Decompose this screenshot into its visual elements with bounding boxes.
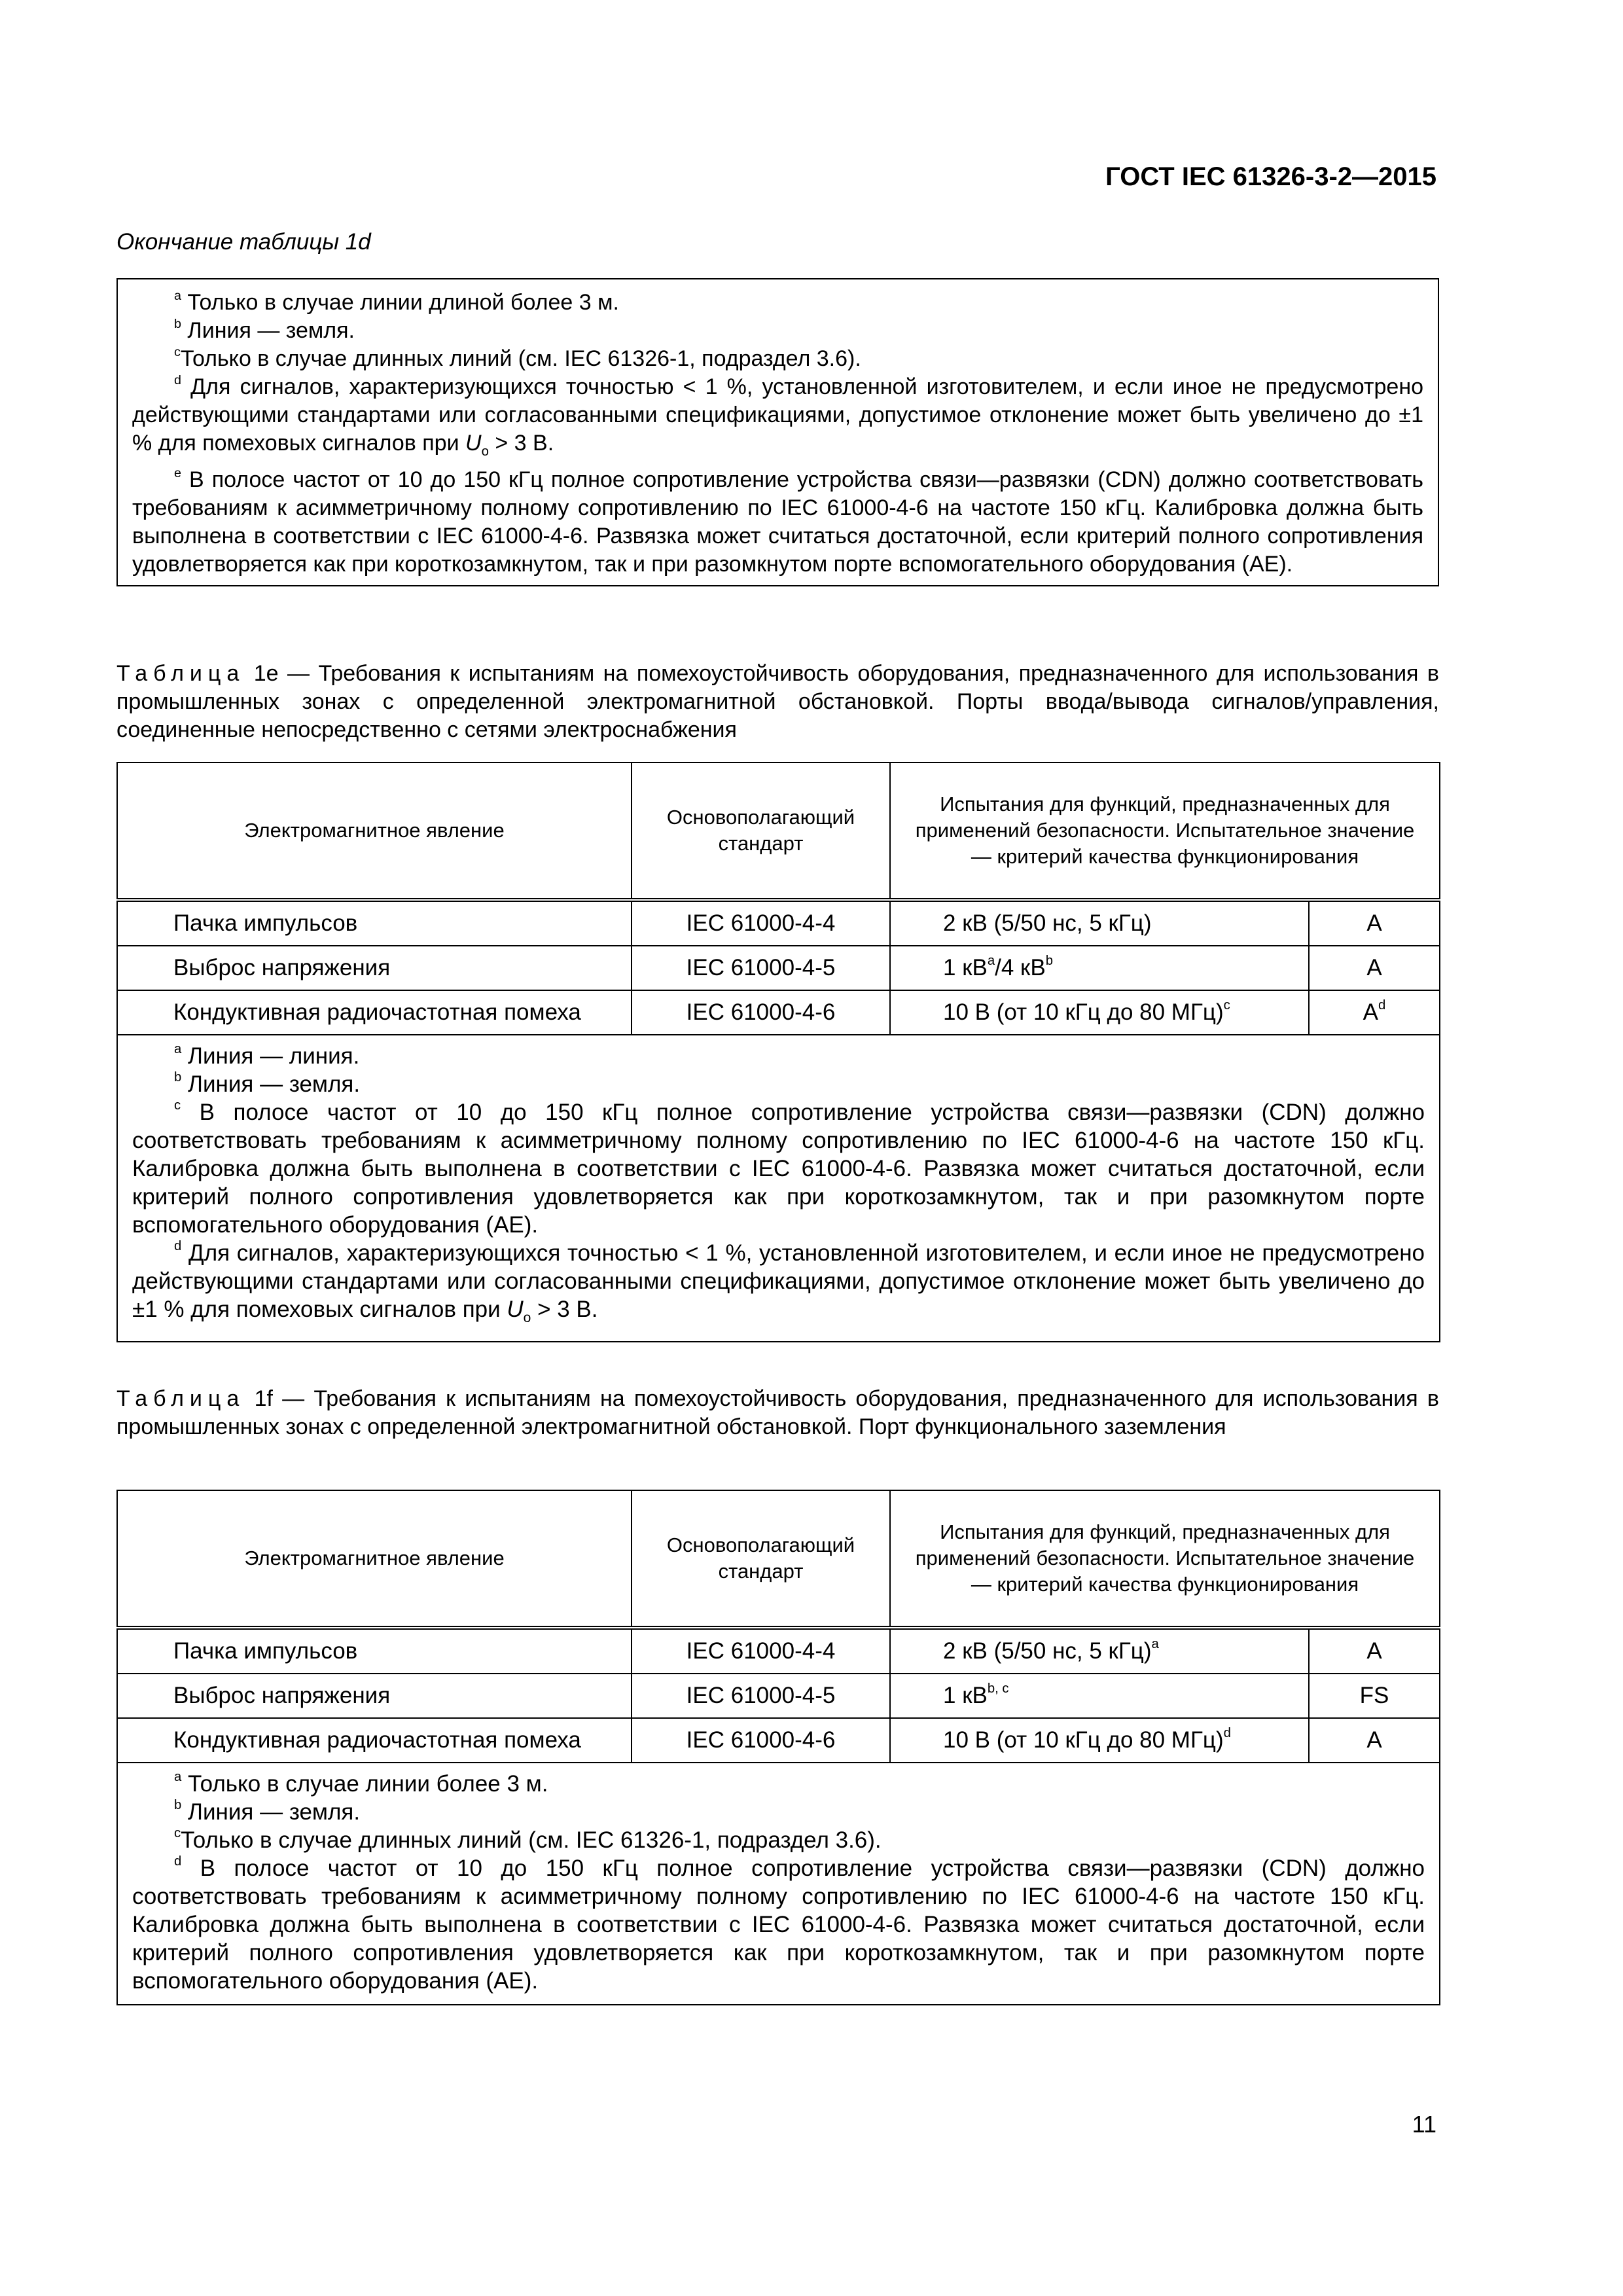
table-row bbox=[117, 946, 1440, 990]
table-header-row bbox=[117, 1490, 1440, 1628]
footnote: $^d$ Для сигналов, характеризующихся точностью < 1 %, установленной изготовителем, и если иное не предусмотрено действующими стандартами или согласованными спецификациями, допустимое отклонение может быть увеличено до ±1 % для помеховых сигналов при $U_o > 3$ В. bbox=[132, 372, 1424, 459]
header-phenomenon: Электромагнитное явление bbox=[117, 762, 632, 900]
header-phenomenon: Электромагнитное явление bbox=[117, 1490, 632, 1628]
footnote: $^b$ Линия — земля. bbox=[174, 1070, 361, 1097]
table-row bbox=[117, 990, 1440, 1035]
value-cell: 2 кВ (5/50 нс, 5 кГц)$^a$ bbox=[890, 1628, 1309, 1674]
header-standard: Основополагающий стандарт bbox=[632, 1490, 890, 1628]
phenomenon-cell: Кондуктивная радиочастотная помеха bbox=[117, 990, 632, 1035]
continuation-caption: Окончание таблицы 1d bbox=[116, 229, 371, 255]
table-1f bbox=[116, 1490, 1440, 2005]
footnote: $^b$ Линия — земля. bbox=[174, 1798, 361, 1825]
footnote: $^d$ Для сигналов, характеризующихся точностью < 1 %, установленной изготовителем, и если иное не предусмотрено действующими стандартами или согласованными спецификациями, допустимое отклонение может быть увеличено до ±1 % для помеховых сигналов при $U_o > 3$ В. bbox=[132, 1239, 1425, 1325]
footnote: $^c$Только в случае длинных линий (см. IEC 61326-1, подраздел 3.6). bbox=[174, 1826, 882, 1853]
value-cell: 1 кВ$^{b, c}$ bbox=[890, 1674, 1309, 1718]
footnote: $^b$ Линия — земля. bbox=[174, 316, 355, 343]
criterion-cell: A bbox=[1309, 1628, 1440, 1674]
criterion-cell: A bbox=[1309, 1718, 1440, 1763]
document-header: ГОСТ IEC 61326-3-2—2015 bbox=[1105, 162, 1436, 191]
header-standard: Основополагающий стандарт bbox=[632, 762, 890, 900]
footnote: $^c$ В полосе частот от 10 до 150 кГц полное сопротивление устройства связи—развязки (CDN) должно соответствовать требованиям к асимметричному полному сопротивлению по IEC 61000-4-6 на частоте 150 кГц. Калибровка должна быть выполнена в соответствии с IEC 61000-4-6. Развязка может считаться достаточной, если критерий полного сопротивления удовлетворяется как при короткозамкнутом, так и при разомкнутом порте вспомогательного оборудования (AE). bbox=[132, 1098, 1425, 1238]
value-cell: 10 В (от 10 кГц до 80 МГц)$^c$ bbox=[890, 990, 1309, 1035]
footnote: $^a$ Только в случае линии длиной более 3 м. bbox=[174, 288, 619, 315]
page-number: 11 bbox=[1412, 2111, 1436, 2138]
phenomenon-cell: Кондуктивная радиочастотная помеха bbox=[117, 1718, 632, 1763]
table-row bbox=[117, 1628, 1440, 1674]
standard-cell: IEC 61000-4-5 bbox=[632, 946, 890, 990]
table-row bbox=[117, 1674, 1440, 1718]
table-notes-row bbox=[117, 1763, 1440, 2005]
table-1e-caption: Таблица 1e — Требования к испытаниям на помехоустойчивость оборудования, предназначенного для использования в промышленных зонах с определенной электромагнитной обстановкой. Порты ввода/вывода сигналов/управления, соединенные непосредственно с сетями электроснабжения bbox=[116, 661, 1439, 742]
header-test: Испытания для функций, предназначенных для применений безопасности. Испытательное значение — критерий качества функционирования bbox=[890, 762, 1440, 900]
criterion-cell: $A^d$ bbox=[1309, 990, 1440, 1035]
value-cell: 10 В (от 10 кГц до 80 МГц)$^d$ bbox=[890, 1718, 1309, 1763]
footnote: $^d$ В полосе частот от 10 до 150 кГц полное сопротивление устройства связи—развязки (CDN) должно соответствовать требованиям к асимметричному полному сопротивлению по IEC 61000-4-6 на частоте 150 кГц. Калибровка должна быть выполнена в соответствии с IEC 61000-4-6. Развязка может считаться достаточной, если критерий полного сопротивления удовлетворяется как при короткозамкнутом, так и при разомкнутом порте вспомогательного оборудования (AE). bbox=[132, 1854, 1425, 1994]
footnote: $^a$ Только в случае линии более 3 м. bbox=[174, 1770, 548, 1797]
footnote: $^e$ В полосе частот от 10 до 150 кГц полное сопротивление устройства связи—развязки (CDN) должно соответствовать требованиям к асимметричному полному сопротивлению по IEC 61000-4-6 на частоте 150 кГц. Калибровка должна быть выполнена в соответствии с IEC 61000-4-6. Развязка может считаться достаточной, если критерий полного сопротивления удовлетворяется как при короткозамкнутом, так и при разомкнутом порте вспомогательного оборудования (AE). bbox=[132, 465, 1423, 577]
table-row bbox=[117, 900, 1440, 946]
value-cell: 2 кВ (5/50 нс, 5 кГц) bbox=[890, 900, 1309, 946]
footnote: $^c$Только в случае длинных линий (см. IEC 61326-1, подраздел 3.6). bbox=[174, 344, 861, 371]
standard-cell: IEC 61000-4-5 bbox=[632, 1674, 890, 1718]
table-header-row bbox=[117, 762, 1440, 900]
standard-cell: IEC 61000-4-6 bbox=[632, 1718, 890, 1763]
table-1e bbox=[116, 762, 1440, 1342]
phenomenon-cell: Выброс напряжения bbox=[117, 1674, 632, 1718]
standard-cell: IEC 61000-4-4 bbox=[632, 900, 890, 946]
table-row bbox=[117, 1718, 1440, 1763]
value-cell: 1 $кВ^a/4$ $кВ^b$ bbox=[890, 946, 1309, 990]
table-1e-notes bbox=[117, 1035, 1440, 1342]
phenomenon-cell: Пачка импульсов bbox=[117, 1628, 632, 1674]
standard-cell: IEC 61000-4-4 bbox=[632, 1628, 890, 1674]
table-1d-notes bbox=[116, 278, 1439, 586]
header-test: Испытания для функций, предназначенных для применений безопасности. Испытательное значение — критерий качества функционирования bbox=[890, 1490, 1440, 1628]
criterion-cell: A bbox=[1309, 900, 1440, 946]
table-1f-notes bbox=[117, 1763, 1440, 2005]
phenomenon-cell: Выброс напряжения bbox=[117, 946, 632, 990]
criterion-cell: FS bbox=[1309, 1674, 1440, 1718]
standard-cell: IEC 61000-4-6 bbox=[632, 990, 890, 1035]
footnote: $^a$ Линия — линия. bbox=[174, 1042, 360, 1069]
table-notes-row bbox=[117, 1035, 1440, 1342]
phenomenon-cell: Пачка импульсов bbox=[117, 900, 632, 946]
table-1f-caption: Таблица 1f — Требования к испытаниям на помехоустойчивость оборудования, предназначенного для использования в промышленных зонах с определенной электромагнитной обстановкой. Порт функционального заземления bbox=[116, 1386, 1439, 1439]
criterion-cell: A bbox=[1309, 946, 1440, 990]
